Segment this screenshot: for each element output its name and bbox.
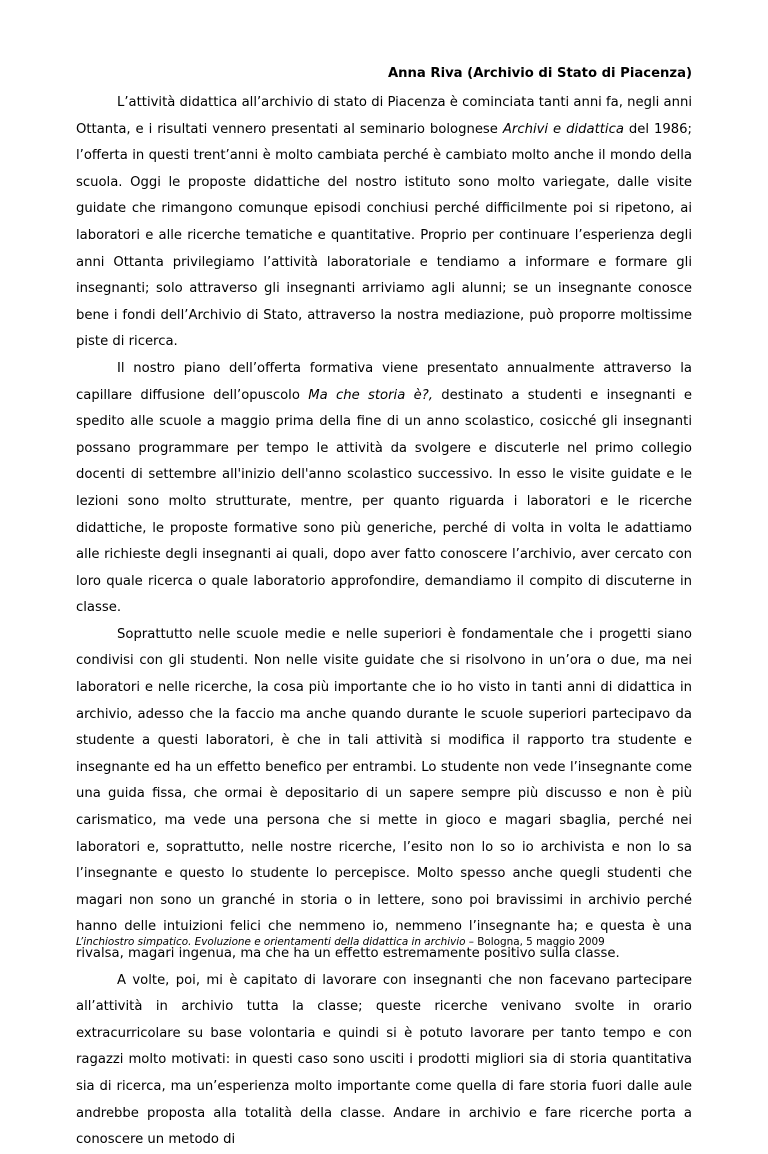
body-text: [76, 90, 692, 1154]
paragraph-4-text: A volte, poi, mi è capitato di lavorare con insegnanti che non facevano partecipare all’attività in archivio tutta la classe; queste ricerche venivano svolte in orario extracurricolare su base volontaria e quindi si è potuto lavorare per tanto tempo e con ragazzi molto motivati: in questi caso sono usciti i prodotti migliori sia di storia quantitativa sia di ricerca, ma un’esperienza molto importante come quella di fare storia fuori dalle aule andrebbe proposta alla totalità della classe. Andare in archivio e fare ricerche porta a conoscere un metodo di: [76, 972, 692, 1148]
document-page: [76, 0, 693, 1148]
paragraph-2-text-b: destinato a studenti e insegnanti e spedito alle scuole a maggio prima della fine di un anno scolastico, cosicché gli insegnanti possano programmare per tempo le attività da svolgere e discuterle nel primo collegio docenti di settembre all'inizio dell'anno scolastico successivo. In esso le visite guidate e le lezioni sono molto strutturate, mentre, per quanto riguarda i laboratori e le ricerche didattiche, le proposte formative sono più generiche, perché di volta in volta le adattiamo alle richieste degli insegnanti ai quali, dopo aver fatto conoscere l’archivio, aver cercato con loro quale ricerca o quale laboratorio approfondire, demandiamo il compito di discuterne in classe.: [76, 387, 692, 616]
paragraph-2: [76, 356, 692, 622]
footer-title: L’inchiostro simpatico. Evoluzione e orientamenti della didattica in archivio: [76, 936, 466, 948]
paragraph-2-emphasis: Ma che storia è?,: [308, 387, 433, 403]
footer-event: – Bologna, 5 maggio 2009: [465, 936, 605, 948]
paragraph-2-text-a: Il nostro piano dell’offerta formativa viene presentato annualmente attraverso la capillare diffusione dell’opuscolo: [76, 360, 692, 403]
paragraph-1: [76, 90, 692, 356]
page-footer: [76, 936, 605, 948]
paragraph-3: [76, 622, 692, 968]
paragraph-4: [76, 968, 692, 1154]
paragraph-3-text: Soprattutto nelle scuole medie e nelle superiori è fondamentale che i progetti siano condivisi con gli studenti. Non nelle visite guidate che si risolvono in un’ora o due, ma nei laboratori e nelle ricerche, la cosa più importante che io ho visto in tanti anni di didattica in archivio, adesso che la faccio ma anche quando durante le scuole superiori partecipavo da studente a questi laboratori, è che in tali attività si modifica il rapporto tra studente e insegnante ed ha un effetto benefico per entrambi. Lo studente non vede l’insegnante come una guida fissa, che ormai è depositario di un sapere sempre più discusso e non è più carismatico, ma vede una persona che si mette in gioco e magari sbaglia, perché nei laboratori e, soprattutto, nelle nostre ricerche, l’esito non lo so io archivista e non lo sa l’insegnante e questo lo studente lo percepisce. Molto spesso anche quegli studenti che magari non sono un granché in storia o in lettere, sono poi bravissimi in archivio perché hanno delle intuizioni felici che nemmeno io, nemmeno l’insegnante ha; e questa è una rivalsa, magari ingenua, ma che ha un effetto estremamente positivo sulla classe.: [76, 626, 692, 961]
paragraph-1-emphasis: Archivi e didattica: [502, 121, 624, 137]
paragraph-1-text-b: del 1986; l’offerta in questi trent’anni è molto cambiata perché è cambiato molto anche il mondo della scuola. Oggi le proposte didattiche del nostro istituto sono molto variegate, dalle visite guidate che rimangono comunque episodi conchiusi perché difficilmente poi si ripetono, ai laboratori e alle ricerche tematiche e quantitative. Proprio per continuare l’esperienza degli anni Ottanta privilegiamo l’attività laboratoriale e tendiamo a informare e formare gli insegnanti; solo attraverso gli insegnanti arriviamo agli alunni; se un insegnante conosce bene i fondi dell’Archivio di Stato, attraverso la nostra mediazione, può proporre moltissime piste di ricerca.: [76, 121, 693, 350]
paragraph-1-text-a: L’attività didattica all’archivio di stato di Piacenza è cominciata tanti anni fa, negli anni Ottanta, e i risultati vennero presentati al seminario bolognese: [76, 95, 692, 137]
author-heading: Anna Riva (Archivio di Stato di Piacenza): [387, 66, 692, 81]
